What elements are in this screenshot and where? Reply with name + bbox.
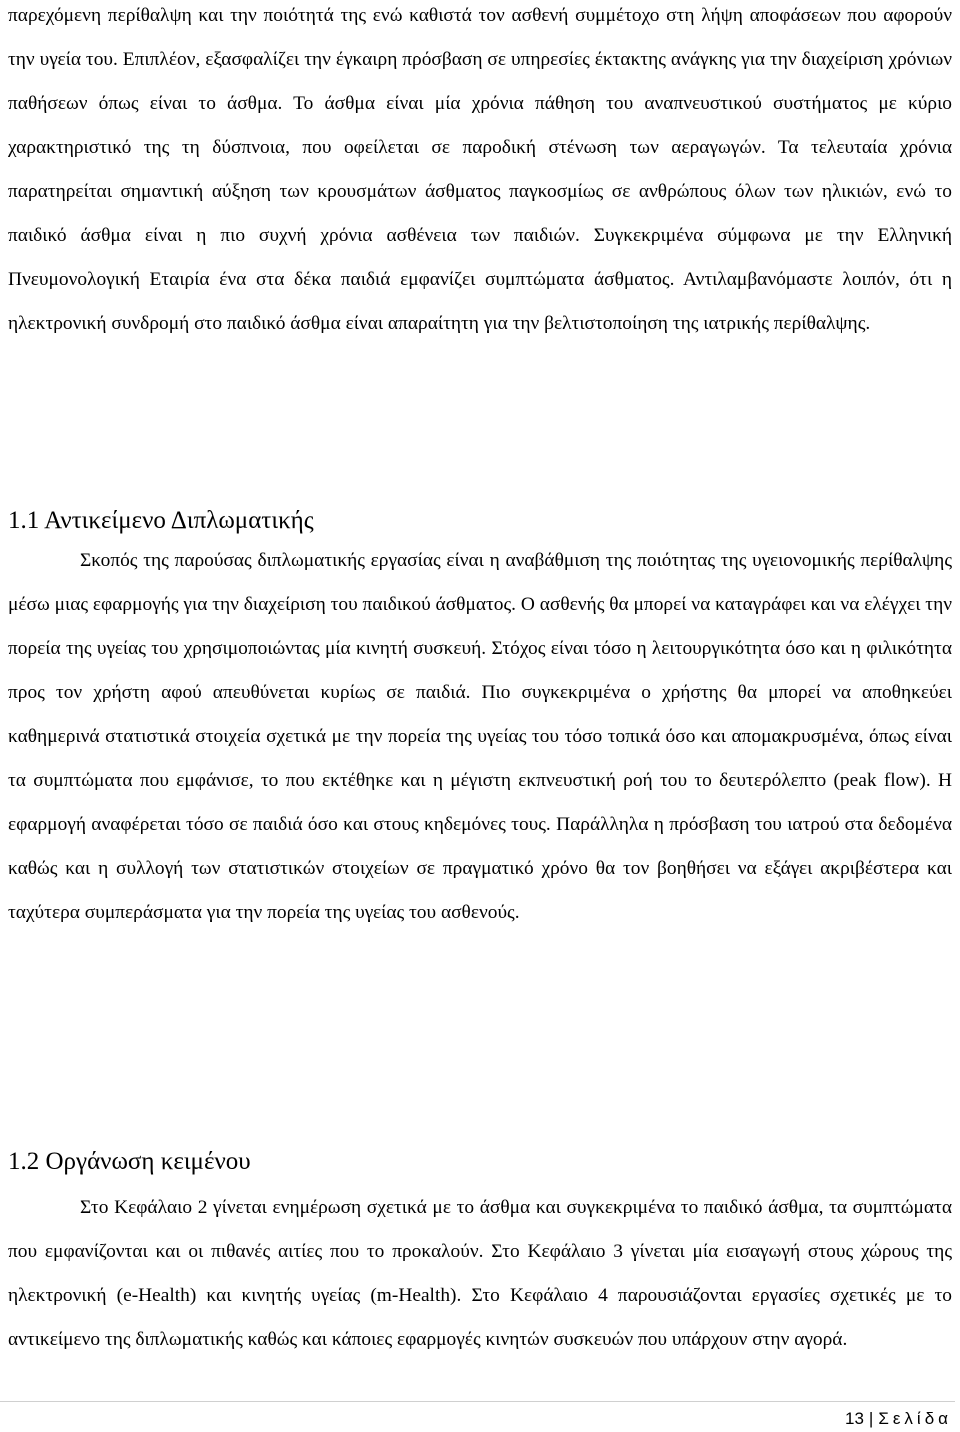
section-heading-objective: 1.1 Αντικείμενο Διπλωματικής: [8, 507, 314, 534]
page-number: 13: [845, 1409, 864, 1428]
section-paragraph-objective: Σκοπός της παρούσας διπλωματικής εργασίας είναι η αναβάθμιση της ποιότητας της υγειονομικής περίθαλψης μέσω μιας εφαρμογής για την διαχείριση του παιδικού άσθματος. Ο ασθενής θα μπορεί να καταγράφει και να ελέγχει την πορεία της υγείας του χρησιμοποιώντας μία κινητή συσκευή. Στόχος είναι τόσο η λειτουργικότητα όσο και η φιλικότητα προς τον χρήστη αφού απευθύνεται κυρίως σε παιδιά. Πιο συγκεκριμένα ο χρήστης θα μπορεί να αποθηκεύει καθημερινά στατιστικά στοιχεία σχετικά με την πορεία της υγείας του τόσο τοπικά όσο και απομακρυσμένα, όπως είναι τα συμπτώματα που εμφάνισε, το που εκτέθηκε και η μέγιστη εκπνευστική ροή του το δευτερόλεπτο (peak flow). Η εφαρμογή αναφέρεται τόσο σε παιδιά όσο και στους κηδεμόνες τους. Παράλληλα η πρόσβαση του ιατρού στα δεδομένα καθώς και η συλλογή των στατιστικών στοιχείων σε πραγματικό χρόνο θα τον βοηθήσει να εξάγει ακριβέστερα και ταχύτερα συμπεράσματα για την πορεία της υγείας του ασθενούς.: [8, 550, 952, 923]
section-heading-organization: 1.2 Οργάνωση κειμένου: [8, 1148, 251, 1175]
page-label: Σελίδα: [878, 1409, 952, 1428]
footer-separator: |: [868, 1409, 874, 1428]
page-footer: [845, 1408, 952, 1430]
section-paragraph-organization: Στο Κεφάλαιο 2 γίνεται ενημέρωση σχετικά με το άσθμα και συγκεκριμένα το παιδικό άσθμα, τα συμπτώματα που εμφανίζονται και οι πιθανές αιτίες που το προκαλούν. Στο Κεφάλαιο 3 γίνεται μία εισαγωγή στους χώρους της ηλεκτρονική (e-Health) και κινητής υγείας (m-Health). Στο Κεφάλαιο 4 παρουσιάζονται εργασίες σχετικές με το αντικείμενο της διπλωματικής καθώς και κάποιες εφαρμογές κινητών συσκευών που υπάρχουν στην αγορά.: [8, 1197, 952, 1350]
footer-divider: [0, 1401, 955, 1402]
intro-paragraph: παρεχόμενη περίθαλψη και την ποιότητά της ενώ καθιστά τον ασθενή συμμέτοχο στη λήψη αποφάσεων που αφορούν την υγεία του. Επιπλέον, εξασφαλίζει την έγκαιρη πρόσβαση σε υπηρεσίες έκτακτης ανάγκης για την διαχείριση χρόνιων παθήσεων όπως είναι το άσθμα. Το άσθμα είναι μία χρόνια πάθηση του αναπνευστικού συστήματος με κύριο χαρακτηριστικό της τη δύσπνοια, που οφείλεται σε παροδική στένωση των αεραγωγών. Τα τελευταία χρόνια παρατηρείται σημαντική αύξηση των κρουσμάτων άσθματος παγκοσμίως σε ανθρώπους όλων των ηλικιών, ενώ το παιδικό άσθμα είναι η πιο συχνή χρόνια ασθένεια των παιδιών. Συγκεκριμένα σύμφωνα με την Ελληνική Πνευμονολογική Εταιρία ένα στα δέκα παιδιά εμφανίζει συμπτώματα άσθματος. Αντιλαμβανόμαστε λοιπόν, ότι η ηλεκτρονική συνδρομή στο παιδικό άσθμα είναι απαραίτητη για την βελτιστοποίηση της ιατρικής περίθαλψης.: [8, 5, 952, 334]
